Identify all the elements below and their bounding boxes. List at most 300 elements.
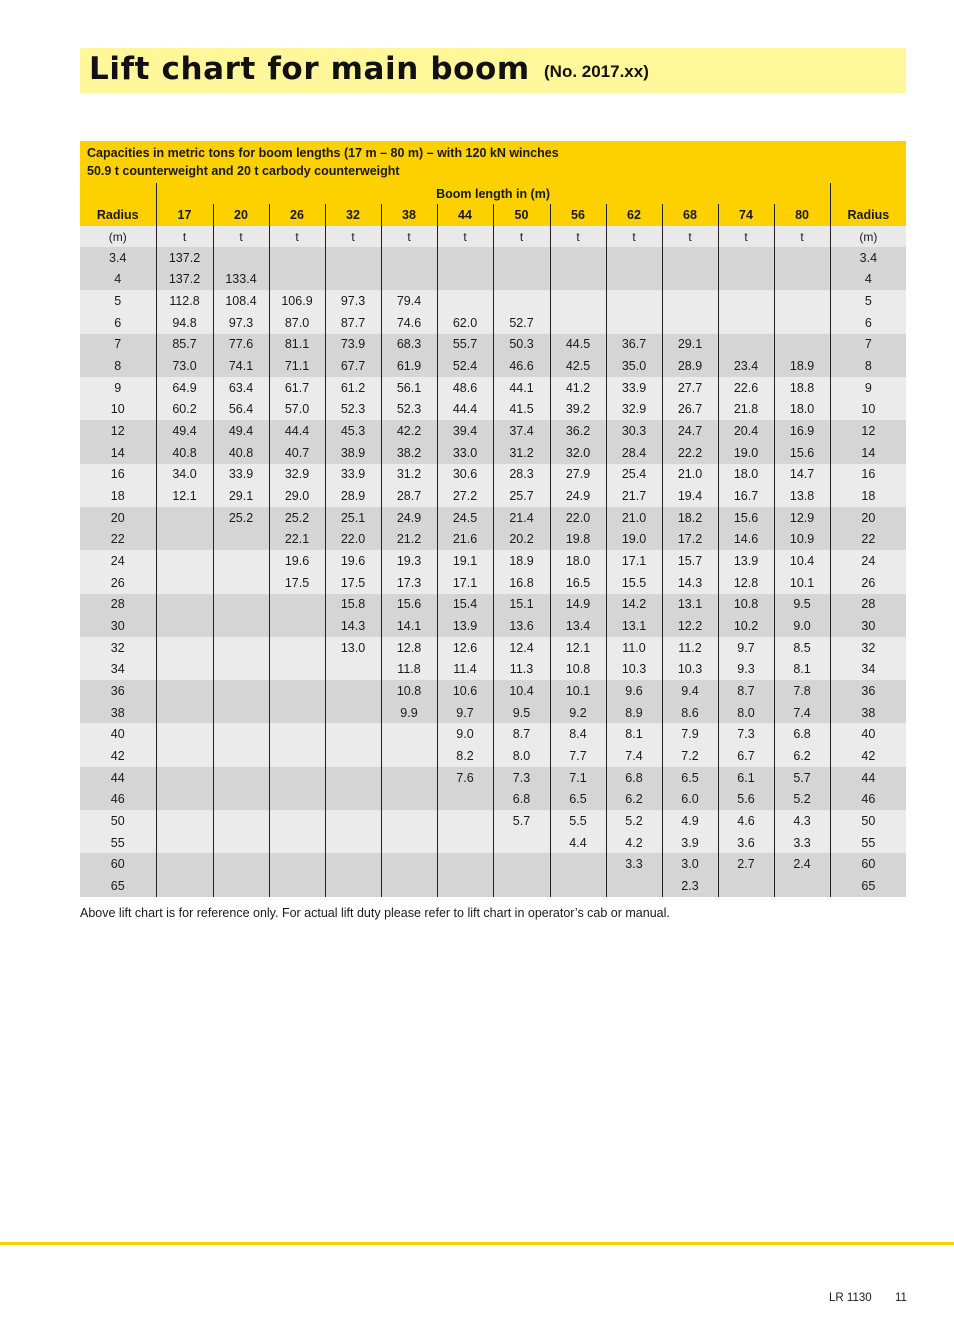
radius-cell-right: 5 [830, 290, 906, 312]
capacity-cell: 22.1 [269, 529, 325, 551]
radius-unit-right: (m) [830, 226, 906, 247]
capacity-cell: 10.1 [550, 680, 606, 702]
capacity-cell: 13.1 [662, 594, 718, 616]
radius-cell: 14 [80, 442, 156, 464]
capacity-cell: 14.3 [325, 615, 381, 637]
capacity-cell [662, 269, 718, 291]
capacity-cell: 28.7 [381, 485, 437, 507]
table-row [80, 529, 906, 551]
capacity-cell [718, 312, 774, 334]
table-row [80, 853, 906, 875]
reference-note: Above lift chart is for reference only. For actual lift duty please refer to lift chart in operator’s cab or manual. [80, 906, 670, 920]
capacity-cell: 15.5 [606, 572, 662, 594]
capacity-cell: 27.2 [437, 485, 493, 507]
capacity-cell: 21.2 [381, 529, 437, 551]
capacity-cell: 9.2 [550, 702, 606, 724]
footer-model: LR 1130 [829, 1292, 872, 1304]
capacity-cell: 16.8 [493, 572, 550, 594]
capacity-cell: 20.2 [493, 529, 550, 551]
radius-cell: 60 [80, 853, 156, 875]
radius-cell: 50 [80, 810, 156, 832]
radius-cell: 24 [80, 550, 156, 572]
capacity-cell: 6.8 [493, 788, 550, 810]
capacity-cell: 7.4 [606, 745, 662, 767]
radius-cell: 22 [80, 529, 156, 551]
capacity-cell: 2.4 [774, 853, 830, 875]
capacity-unit: t [718, 226, 774, 247]
capacity-cell [606, 269, 662, 291]
capacity-cell [381, 247, 437, 269]
capacity-cell [213, 637, 269, 659]
radius-cell-right: 14 [830, 442, 906, 464]
capacity-cell: 32.0 [550, 442, 606, 464]
capacity-cell [437, 247, 493, 269]
capacity-cell [325, 723, 381, 745]
capacity-cell [662, 290, 718, 312]
boom-length-header: 68 [662, 204, 718, 226]
table-row [80, 788, 906, 810]
capacity-cell: 19.1 [437, 550, 493, 572]
radius-cell-right: 42 [830, 745, 906, 767]
capacity-cell: 40.7 [269, 442, 325, 464]
capacity-cell: 8.5 [774, 637, 830, 659]
capacity-unit: t [269, 226, 325, 247]
capacity-cell: 46.6 [493, 355, 550, 377]
boom-length-header: 20 [213, 204, 269, 226]
radius-cell: 6 [80, 312, 156, 334]
boom-length-label: Boom length in (m) [156, 183, 830, 204]
table-row [80, 399, 906, 421]
capacity-cell: 13.9 [437, 615, 493, 637]
capacity-cell [213, 723, 269, 745]
capacity-cell: 3.3 [774, 832, 830, 854]
capacity-cell: 44.1 [493, 377, 550, 399]
capacity-cell [325, 745, 381, 767]
capacity-cell: 9.5 [493, 702, 550, 724]
capacity-cell: 29.1 [213, 485, 269, 507]
table-row [80, 723, 906, 745]
capacity-cell: 2.3 [662, 875, 718, 897]
radius-cell: 20 [80, 507, 156, 529]
capacity-cell: 2.7 [718, 853, 774, 875]
capacity-cell: 133.4 [213, 269, 269, 291]
capacity-cell: 33.0 [437, 442, 493, 464]
capacity-cell [213, 658, 269, 680]
capacity-cell: 17.5 [325, 572, 381, 594]
capacity-cell: 3.9 [662, 832, 718, 854]
capacity-cell: 137.2 [156, 247, 213, 269]
capacity-cell [437, 853, 493, 875]
capacity-cell [269, 810, 325, 832]
capacity-cell [325, 832, 381, 854]
capacity-cell [213, 529, 269, 551]
capacity-unit: t [774, 226, 830, 247]
capacity-cell: 73.9 [325, 334, 381, 356]
capacity-cell: 30.6 [437, 464, 493, 486]
capacity-cell: 5.7 [493, 810, 550, 832]
boom-length-header: 74 [718, 204, 774, 226]
table-row [80, 507, 906, 529]
radius-header-left: Radius [80, 204, 156, 226]
capacity-cell: 137.2 [156, 269, 213, 291]
capacity-cell [213, 550, 269, 572]
capacity-cell: 9.3 [718, 658, 774, 680]
table-row [80, 290, 906, 312]
capacity-cell: 19.0 [606, 529, 662, 551]
capacity-cell: 14.6 [718, 529, 774, 551]
capacity-cell: 61.9 [381, 355, 437, 377]
capacity-cell: 9.0 [437, 723, 493, 745]
capacity-cell [269, 875, 325, 897]
capacity-cell: 17.1 [606, 550, 662, 572]
capacity-cell: 11.8 [381, 658, 437, 680]
capacity-cell [213, 832, 269, 854]
capacity-cell: 19.6 [269, 550, 325, 572]
capacity-cell [269, 247, 325, 269]
capacity-cell [325, 247, 381, 269]
capacity-cell: 32.9 [606, 399, 662, 421]
capacity-cell [213, 615, 269, 637]
chart-header-line-2: 50.9 t counterweight and 20 t carbody counterweight [87, 164, 400, 178]
capacity-cell [156, 550, 213, 572]
capacity-cell: 21.0 [606, 507, 662, 529]
capacity-cell [213, 745, 269, 767]
capacity-cell: 36.7 [606, 334, 662, 356]
capacity-cell: 60.2 [156, 399, 213, 421]
lift-chart-table [80, 183, 906, 897]
capacity-cell: 33.9 [213, 464, 269, 486]
capacity-cell: 8.7 [493, 723, 550, 745]
capacity-cell: 106.9 [269, 290, 325, 312]
capacity-cell: 44.4 [269, 420, 325, 442]
capacity-cell [213, 247, 269, 269]
capacity-cell: 35.0 [606, 355, 662, 377]
capacity-cell: 48.6 [437, 377, 493, 399]
capacity-cell: 28.4 [606, 442, 662, 464]
capacity-cell [269, 853, 325, 875]
capacity-cell [156, 680, 213, 702]
capacity-cell: 8.1 [774, 658, 830, 680]
capacity-unit: t [437, 226, 493, 247]
capacity-cell [156, 832, 213, 854]
capacity-cell: 6.8 [606, 767, 662, 789]
chart-header-line-1: Capacities in metric tons for boom lengths (17 m – 80 m) – with 120 kN winches [87, 146, 559, 160]
capacity-cell: 5.7 [774, 767, 830, 789]
capacity-cell: 12.4 [493, 637, 550, 659]
header-row-lengths [80, 204, 906, 226]
capacity-cell: 85.7 [156, 334, 213, 356]
capacity-cell [269, 594, 325, 616]
capacity-cell: 55.7 [437, 334, 493, 356]
radius-cell-right: 20 [830, 507, 906, 529]
capacity-cell [381, 269, 437, 291]
boom-length-header: 44 [437, 204, 493, 226]
capacity-cell: 10.8 [550, 658, 606, 680]
table-row [80, 702, 906, 724]
capacity-cell: 4.2 [606, 832, 662, 854]
capacity-cell [718, 247, 774, 269]
capacity-cell [156, 875, 213, 897]
radius-cell-right: 44 [830, 767, 906, 789]
capacity-cell: 36.2 [550, 420, 606, 442]
boom-length-header: 32 [325, 204, 381, 226]
radius-cell-right: 38 [830, 702, 906, 724]
capacity-cell [381, 745, 437, 767]
capacity-cell: 8.9 [606, 702, 662, 724]
capacity-cell [156, 702, 213, 724]
capacity-cell [156, 658, 213, 680]
capacity-cell [156, 810, 213, 832]
capacity-cell [606, 312, 662, 334]
radius-cell-right: 3.4 [830, 247, 906, 269]
radius-header-right: Radius [830, 204, 906, 226]
capacity-cell [381, 723, 437, 745]
capacity-cell: 22.0 [325, 529, 381, 551]
capacity-cell: 37.4 [493, 420, 550, 442]
capacity-cell [606, 247, 662, 269]
capacity-cell: 11.3 [493, 658, 550, 680]
capacity-cell: 16.5 [550, 572, 606, 594]
capacity-cell: 6.5 [662, 767, 718, 789]
capacity-cell: 14.2 [606, 594, 662, 616]
capacity-cell: 18.2 [662, 507, 718, 529]
table-row [80, 269, 906, 291]
capacity-cell: 97.3 [213, 312, 269, 334]
capacity-unit: t [156, 226, 213, 247]
capacity-cell: 33.9 [606, 377, 662, 399]
capacity-cell: 12.8 [381, 637, 437, 659]
capacity-cell [437, 832, 493, 854]
table-row [80, 377, 906, 399]
capacity-cell [156, 594, 213, 616]
capacity-cell [269, 788, 325, 810]
capacity-cell: 52.3 [325, 399, 381, 421]
capacity-cell [213, 594, 269, 616]
radius-unit-left: (m) [80, 226, 156, 247]
radius-cell-right: 10 [830, 399, 906, 421]
radius-cell: 4 [80, 269, 156, 291]
radius-cell: 40 [80, 723, 156, 745]
capacity-cell: 7.8 [774, 680, 830, 702]
capacity-cell: 94.8 [156, 312, 213, 334]
radius-cell-right: 26 [830, 572, 906, 594]
capacity-cell: 10.3 [606, 658, 662, 680]
capacity-cell [774, 247, 830, 269]
capacity-cell [213, 572, 269, 594]
radius-cell-right: 7 [830, 334, 906, 356]
table-row [80, 550, 906, 572]
capacity-unit: t [213, 226, 269, 247]
capacity-cell [325, 788, 381, 810]
radius-cell: 10 [80, 399, 156, 421]
radius-cell: 5 [80, 290, 156, 312]
capacity-cell: 9.6 [606, 680, 662, 702]
capacity-cell [606, 875, 662, 897]
capacity-cell: 15.6 [718, 507, 774, 529]
capacity-cell [718, 269, 774, 291]
capacity-cell [381, 788, 437, 810]
table-row [80, 247, 906, 269]
table-row [80, 637, 906, 659]
capacity-cell: 15.6 [774, 442, 830, 464]
capacity-cell: 67.7 [325, 355, 381, 377]
capacity-cell: 34.0 [156, 464, 213, 486]
radius-cell: 30 [80, 615, 156, 637]
capacity-cell: 74.1 [213, 355, 269, 377]
capacity-cell: 6.7 [718, 745, 774, 767]
capacity-cell [550, 875, 606, 897]
capacity-cell [381, 810, 437, 832]
capacity-cell [156, 507, 213, 529]
capacity-cell: 12.1 [550, 637, 606, 659]
capacity-cell: 14.3 [662, 572, 718, 594]
capacity-cell: 12.8 [718, 572, 774, 594]
capacity-cell: 4.6 [718, 810, 774, 832]
capacity-cell: 24.9 [550, 485, 606, 507]
capacity-cell: 10.9 [774, 529, 830, 551]
capacity-cell: 21.6 [437, 529, 493, 551]
capacity-cell: 3.6 [718, 832, 774, 854]
capacity-cell: 52.3 [381, 399, 437, 421]
capacity-cell [774, 312, 830, 334]
capacity-cell: 22.2 [662, 442, 718, 464]
radius-cell-right: 32 [830, 637, 906, 659]
chart-header [80, 141, 906, 183]
capacity-cell [493, 853, 550, 875]
capacity-cell: 13.4 [550, 615, 606, 637]
capacity-cell: 19.8 [550, 529, 606, 551]
capacity-cell [718, 334, 774, 356]
capacity-cell [493, 875, 550, 897]
capacity-cell [325, 767, 381, 789]
capacity-cell: 112.8 [156, 290, 213, 312]
radius-cell-right: 12 [830, 420, 906, 442]
capacity-cell [213, 767, 269, 789]
capacity-cell [381, 767, 437, 789]
capacity-cell: 18.0 [718, 464, 774, 486]
capacity-cell: 15.6 [381, 594, 437, 616]
capacity-cell: 14.1 [381, 615, 437, 637]
table-row [80, 485, 906, 507]
capacity-cell: 63.4 [213, 377, 269, 399]
radius-cell: 18 [80, 485, 156, 507]
capacity-cell [213, 810, 269, 832]
capacity-cell: 30.3 [606, 420, 662, 442]
table-row [80, 615, 906, 637]
radius-cell: 28 [80, 594, 156, 616]
radius-cell-right: 46 [830, 788, 906, 810]
capacity-cell [662, 247, 718, 269]
capacity-cell: 7.2 [662, 745, 718, 767]
capacity-cell: 8.6 [662, 702, 718, 724]
radius-cell-right: 24 [830, 550, 906, 572]
capacity-cell: 10.3 [662, 658, 718, 680]
capacity-cell: 8.4 [550, 723, 606, 745]
capacity-cell [269, 702, 325, 724]
capacity-cell [437, 290, 493, 312]
capacity-cell: 44.4 [437, 399, 493, 421]
capacity-cell: 3.0 [662, 853, 718, 875]
capacity-cell [156, 529, 213, 551]
capacity-cell: 50.3 [493, 334, 550, 356]
capacity-cell: 18.9 [774, 355, 830, 377]
capacity-cell: 79.4 [381, 290, 437, 312]
table-row [80, 334, 906, 356]
radius-cell-right: 34 [830, 658, 906, 680]
capacity-cell: 7.3 [718, 723, 774, 745]
capacity-cell: 19.6 [325, 550, 381, 572]
capacity-cell: 77.6 [213, 334, 269, 356]
radius-cell-right: 18 [830, 485, 906, 507]
capacity-cell: 42.5 [550, 355, 606, 377]
capacity-cell [437, 269, 493, 291]
capacity-cell [269, 615, 325, 637]
capacity-cell [718, 290, 774, 312]
table-row [80, 745, 906, 767]
capacity-cell: 18.0 [550, 550, 606, 572]
capacity-cell: 28.9 [325, 485, 381, 507]
boom-length-header: 62 [606, 204, 662, 226]
radius-cell: 65 [80, 875, 156, 897]
capacity-cell [381, 832, 437, 854]
capacity-cell: 49.4 [156, 420, 213, 442]
capacity-cell: 42.2 [381, 420, 437, 442]
boom-length-header: 38 [381, 204, 437, 226]
capacity-cell: 24.9 [381, 507, 437, 529]
capacity-cell: 62.0 [437, 312, 493, 334]
capacity-cell [325, 702, 381, 724]
capacity-cell: 73.0 [156, 355, 213, 377]
capacity-cell: 10.1 [774, 572, 830, 594]
capacity-cell: 6.2 [606, 788, 662, 810]
capacity-cell: 15.8 [325, 594, 381, 616]
capacity-cell: 22.6 [718, 377, 774, 399]
capacity-cell: 6.2 [774, 745, 830, 767]
radius-cell: 12 [80, 420, 156, 442]
capacity-cell: 15.7 [662, 550, 718, 572]
capacity-cell: 10.8 [718, 594, 774, 616]
capacity-cell: 29.1 [662, 334, 718, 356]
radius-cell-right: 65 [830, 875, 906, 897]
capacity-cell: 25.2 [269, 507, 325, 529]
capacity-cell: 22.0 [550, 507, 606, 529]
capacity-cell: 19.4 [662, 485, 718, 507]
capacity-cell: 16.7 [718, 485, 774, 507]
capacity-cell [493, 247, 550, 269]
capacity-cell: 12.9 [774, 507, 830, 529]
capacity-cell: 7.7 [550, 745, 606, 767]
capacity-cell: 87.7 [325, 312, 381, 334]
table-row [80, 594, 906, 616]
capacity-cell [437, 875, 493, 897]
capacity-cell: 52.7 [493, 312, 550, 334]
capacity-cell: 9.7 [718, 637, 774, 659]
capacity-cell: 56.1 [381, 377, 437, 399]
capacity-cell: 74.6 [381, 312, 437, 334]
table-row [80, 832, 906, 854]
capacity-cell: 4.4 [550, 832, 606, 854]
capacity-cell [269, 658, 325, 680]
capacity-cell: 68.3 [381, 334, 437, 356]
capacity-cell: 7.4 [774, 702, 830, 724]
capacity-cell: 81.1 [269, 334, 325, 356]
capacity-cell [325, 269, 381, 291]
capacity-cell [269, 767, 325, 789]
table-row [80, 572, 906, 594]
capacity-cell [269, 723, 325, 745]
capacity-cell: 71.1 [269, 355, 325, 377]
capacity-cell: 4.3 [774, 810, 830, 832]
